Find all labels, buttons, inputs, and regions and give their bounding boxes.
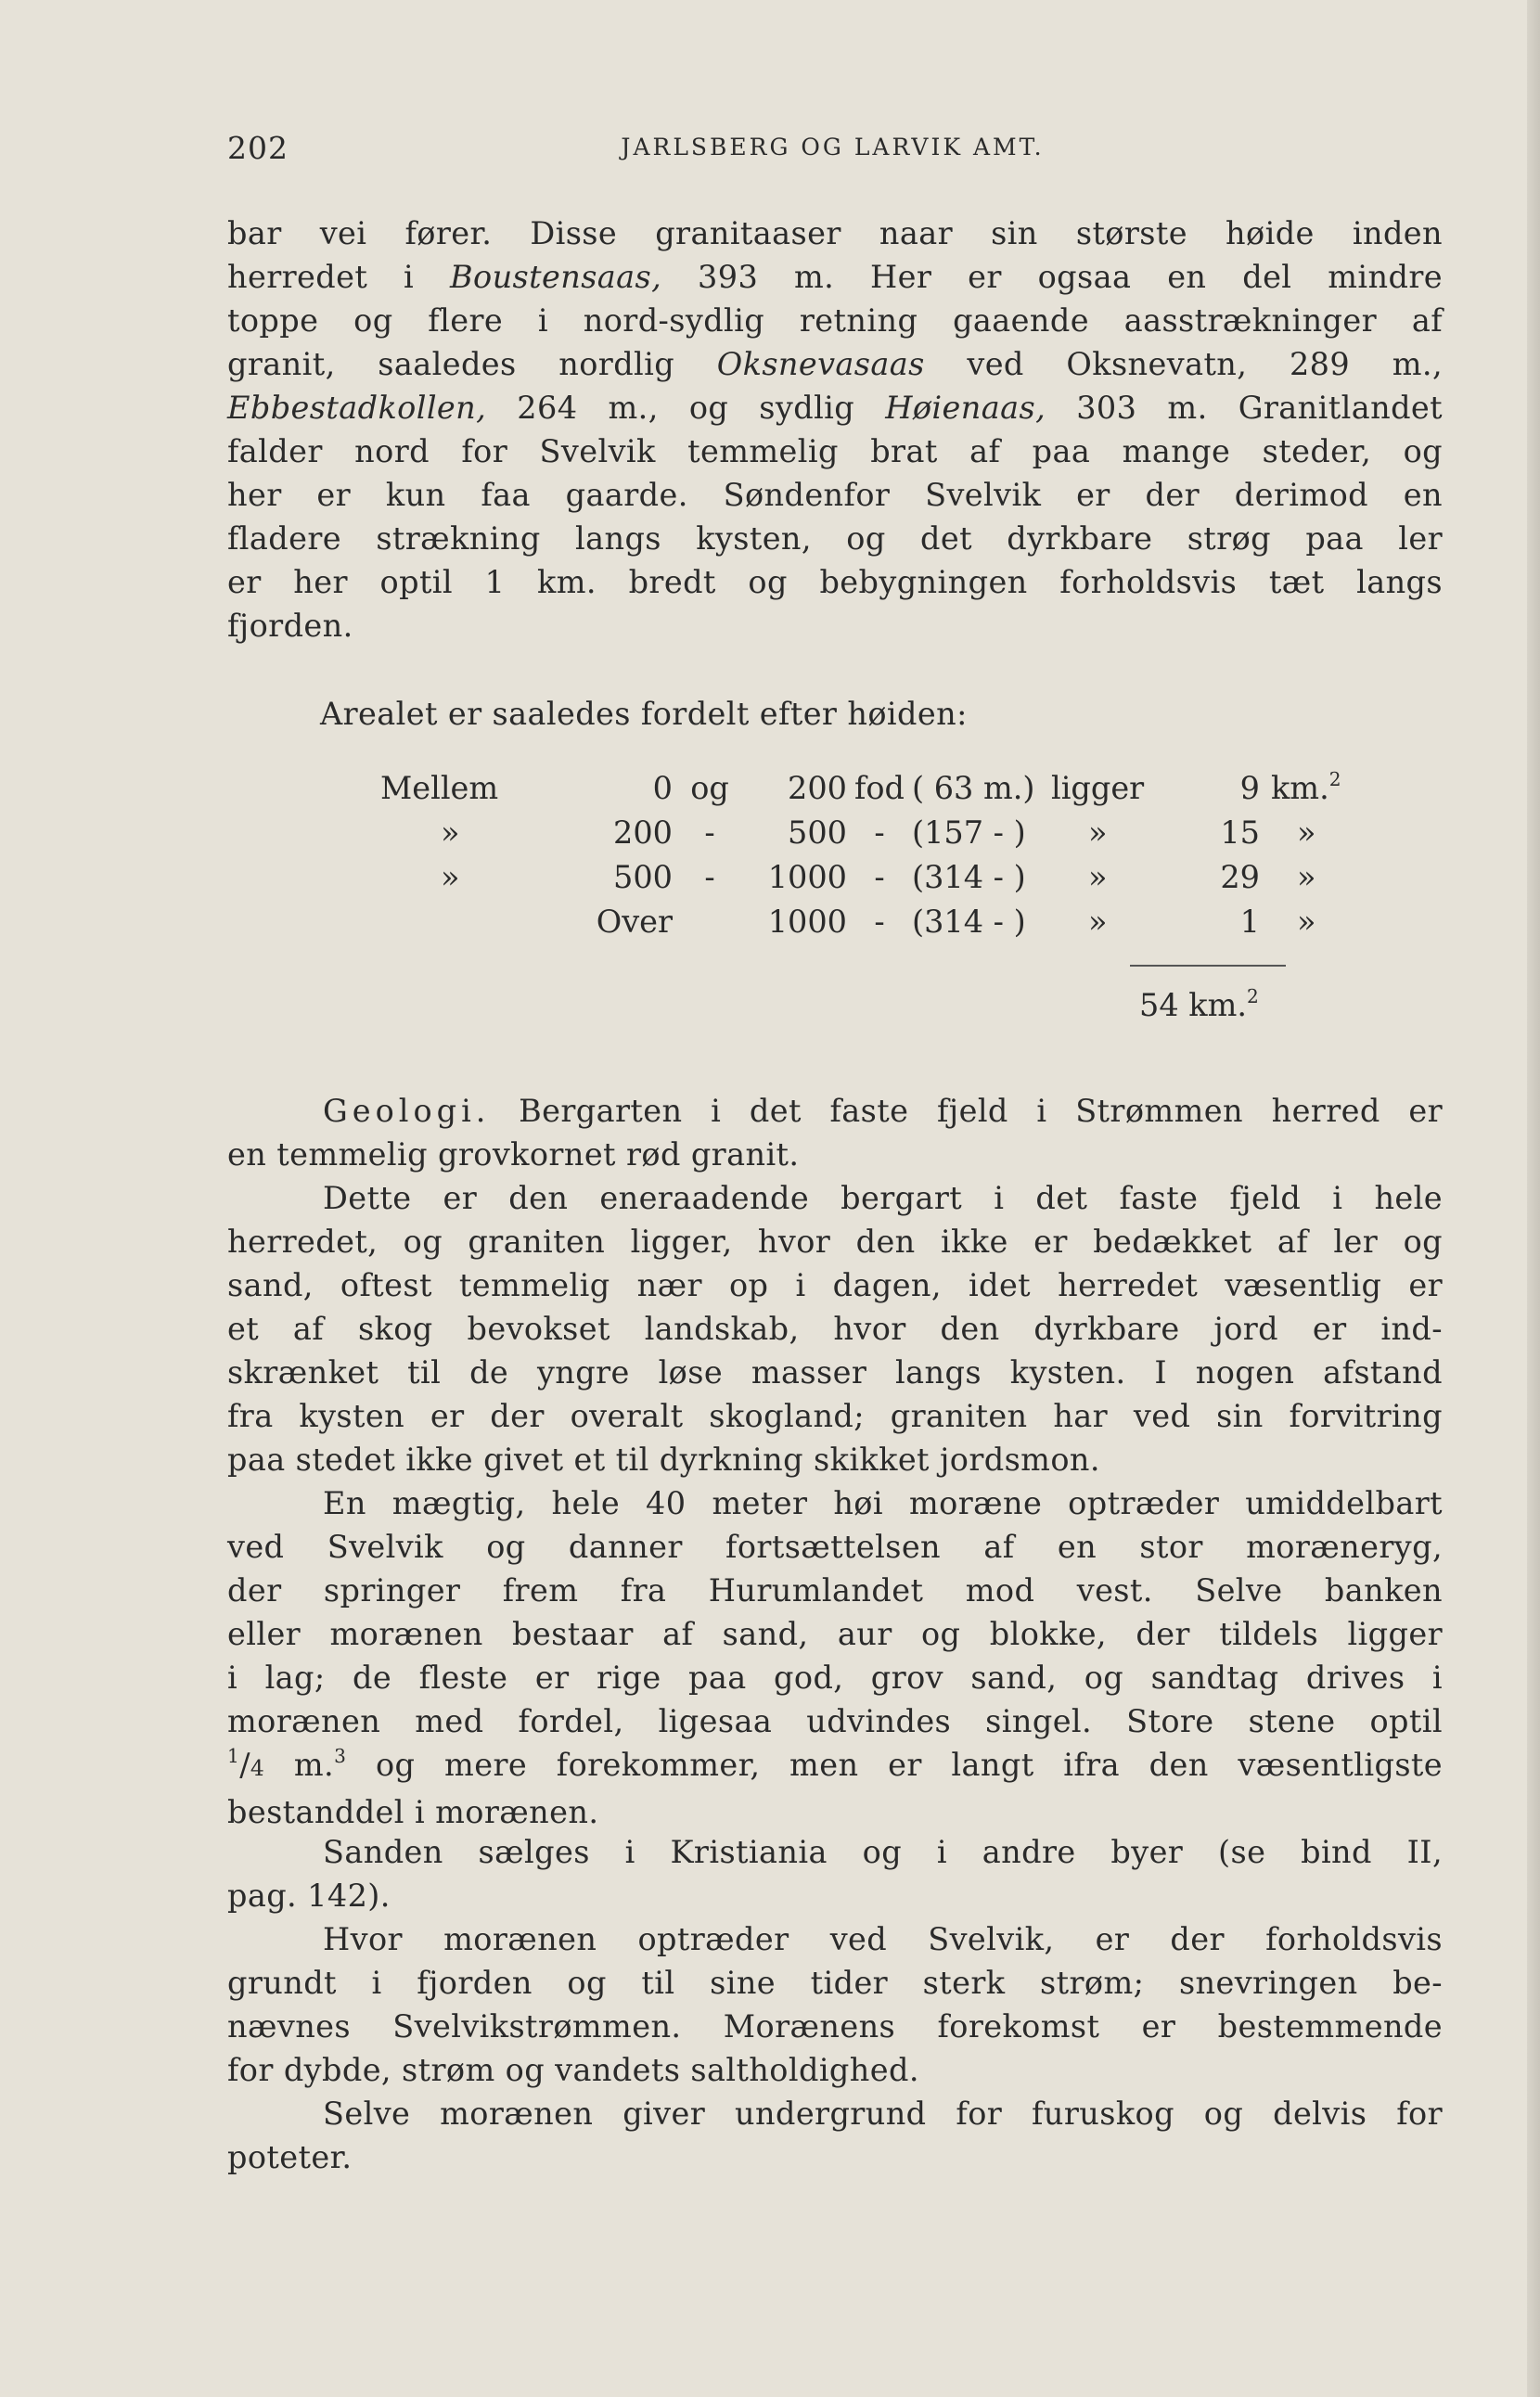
text-line: fra kysten er der overalt skogland; graniten har ved sin forvitring [227,1398,1443,1434]
text-line: der springer frem fra Hurumlandet mod vest. Selve banken [227,1572,1443,1609]
place-name: Boustensaas, [449,259,662,295]
text-line: toppe og flere i nord-sydlig retning gaaende aasstrækninger af [227,302,1443,339]
table-row: » 500 - 1000 - (314 - ) » 29 » [441,858,1316,895]
text-line: granit, saaledes nordlig Oksnevasaas ved Oksnevatn, 289 m., [227,346,1443,382]
page-number: 202 [227,130,289,166]
paragraph-granite-ridges [227,212,1443,647]
area-table [380,765,1399,943]
running-title: JARLSBERG OG LARVIK AMT. [621,134,1045,160]
text-line: Sanden sælges i Kristiania og i andre byer (se bind II, [323,1834,1443,1870]
text-line: herredet i Boustensaas, 393 m. Her er ogsaa en del mindre [227,259,1443,295]
text-line: grundt i fjorden og til sine tider sterk strøm; snevringen be- [227,1965,1443,2001]
text-line: falder nord for Svelvik temmelig brat af paa mange steder, og [227,433,1443,469]
text-line: bar vei fører. Disse granitaaser naar sin største høide inden [227,215,1443,251]
place-name: Høienaas, [885,390,1046,426]
place-name: Oksnevasaas [716,346,925,382]
section-heading: Geologi. [323,1093,491,1129]
text-line: er her optil 1 km. bredt og bebygningen forholdsvis tæt langs [227,564,1443,600]
text-line: ved Svelvik og danner fortsættelsen af en stor moræneryg, [227,1529,1443,1565]
text-line: eller morænen bestaar af sand, aur og blokke, der tildels ligger [227,1616,1443,1652]
running-header [227,130,1438,171]
text-line: nævnes Svelvikstrømmen. Morænens forekomst er bestemmende [227,2008,1443,2045]
text-line: herredet, og graniten ligger, hvor den ikke er bedækket af ler og [227,1224,1443,1260]
text-line: fladere strækning langs kysten, og det dyrkbare strøg paa ler [227,520,1443,557]
text-line: Ebbestadkollen, 264 m., og sydlig Høienaas, 303 m. Granitlandet [227,390,1444,426]
paragraph-current [227,1917,1443,2092]
text-line: for dybde, strøm og vandets saltholdighed. [227,2052,919,2088]
paragraph-geologi [227,1089,1443,1176]
text-line: sand, oftest temmelig nær op i dagen, idet herredet væsentlig er [227,1267,1443,1303]
text-line: paa stedet ikke givet et til dyrkning skikket jordsmon. [227,1442,1100,1478]
paragraph-moraine [227,1481,1443,1834]
sum-rule [1130,965,1286,967]
text-line: her er kun faa gaarde. Søndenfor Svelvik er der derimod en [227,477,1443,513]
text-line: fjorden. [227,608,353,644]
fraction-denominator: 4 [250,1755,265,1781]
text-line: poteter. [227,2139,353,2175]
text-line: skrænket til de yngre løse masser langs kysten. I nogen afstand [227,1354,1443,1391]
page-edge [1527,0,1540,2397]
table-row: » 200 - 500 - (157 - ) » 15 » [441,814,1316,851]
area-total: 54 km.$^2$ [1139,984,1259,1023]
table-row: Mellem 0 og 200 fod ( 63 m.) ligger 9 km.$^2$ [380,767,1341,806]
text-line: i lag; de fleste er rige paa god, grov sand, og sandtag drives i [227,1660,1443,1696]
text-line: Hvor morænen optræder ved Svelvik, er der forholdsvis [323,1921,1443,1957]
fraction-numerator: 1 [227,1744,240,1767]
text-line: Dette er den eneraadende bergart i det faste fjeld i hele [323,1180,1443,1216]
area-intro: Arealet er saaledes fordelt efter høiden: [320,696,968,732]
text-line: En mægtig, hele 40 meter høi moræne optræder umiddelbart [323,1485,1443,1521]
text-line: pag. 142). [227,1878,391,1914]
text-line: en temmelig grovkornet rød granit. [227,1136,800,1173]
paragraph-sand-sales [227,1830,1443,1917]
place-name: Ebbestadkollen, [227,390,487,426]
text-line: Geologi. Bergarten i det faste fjeld i Strømmen herred er [323,1093,1443,1129]
paragraph-subsoil [227,2092,1443,2179]
text-line: Selve morænen giver undergrund for furuskog og delvis for [323,2096,1443,2132]
text-line: morænen med fordel, ligesaa udvindes singel. Store stene optil [227,1703,1443,1739]
table-row: Over 1000 - (314 - ) » 1 » [596,903,1316,940]
text-line: et af skog bevokset landskab, hvor den dyrkbare jord er ind- [227,1311,1443,1347]
text-line: bestanddel i morænen. [227,1794,599,1830]
paragraph-bedrock [227,1176,1443,1481]
text-line: $^1$/4 m.$^3$ og mere forekommer, men er langt ifra den væsentligste [227,1744,1443,1783]
